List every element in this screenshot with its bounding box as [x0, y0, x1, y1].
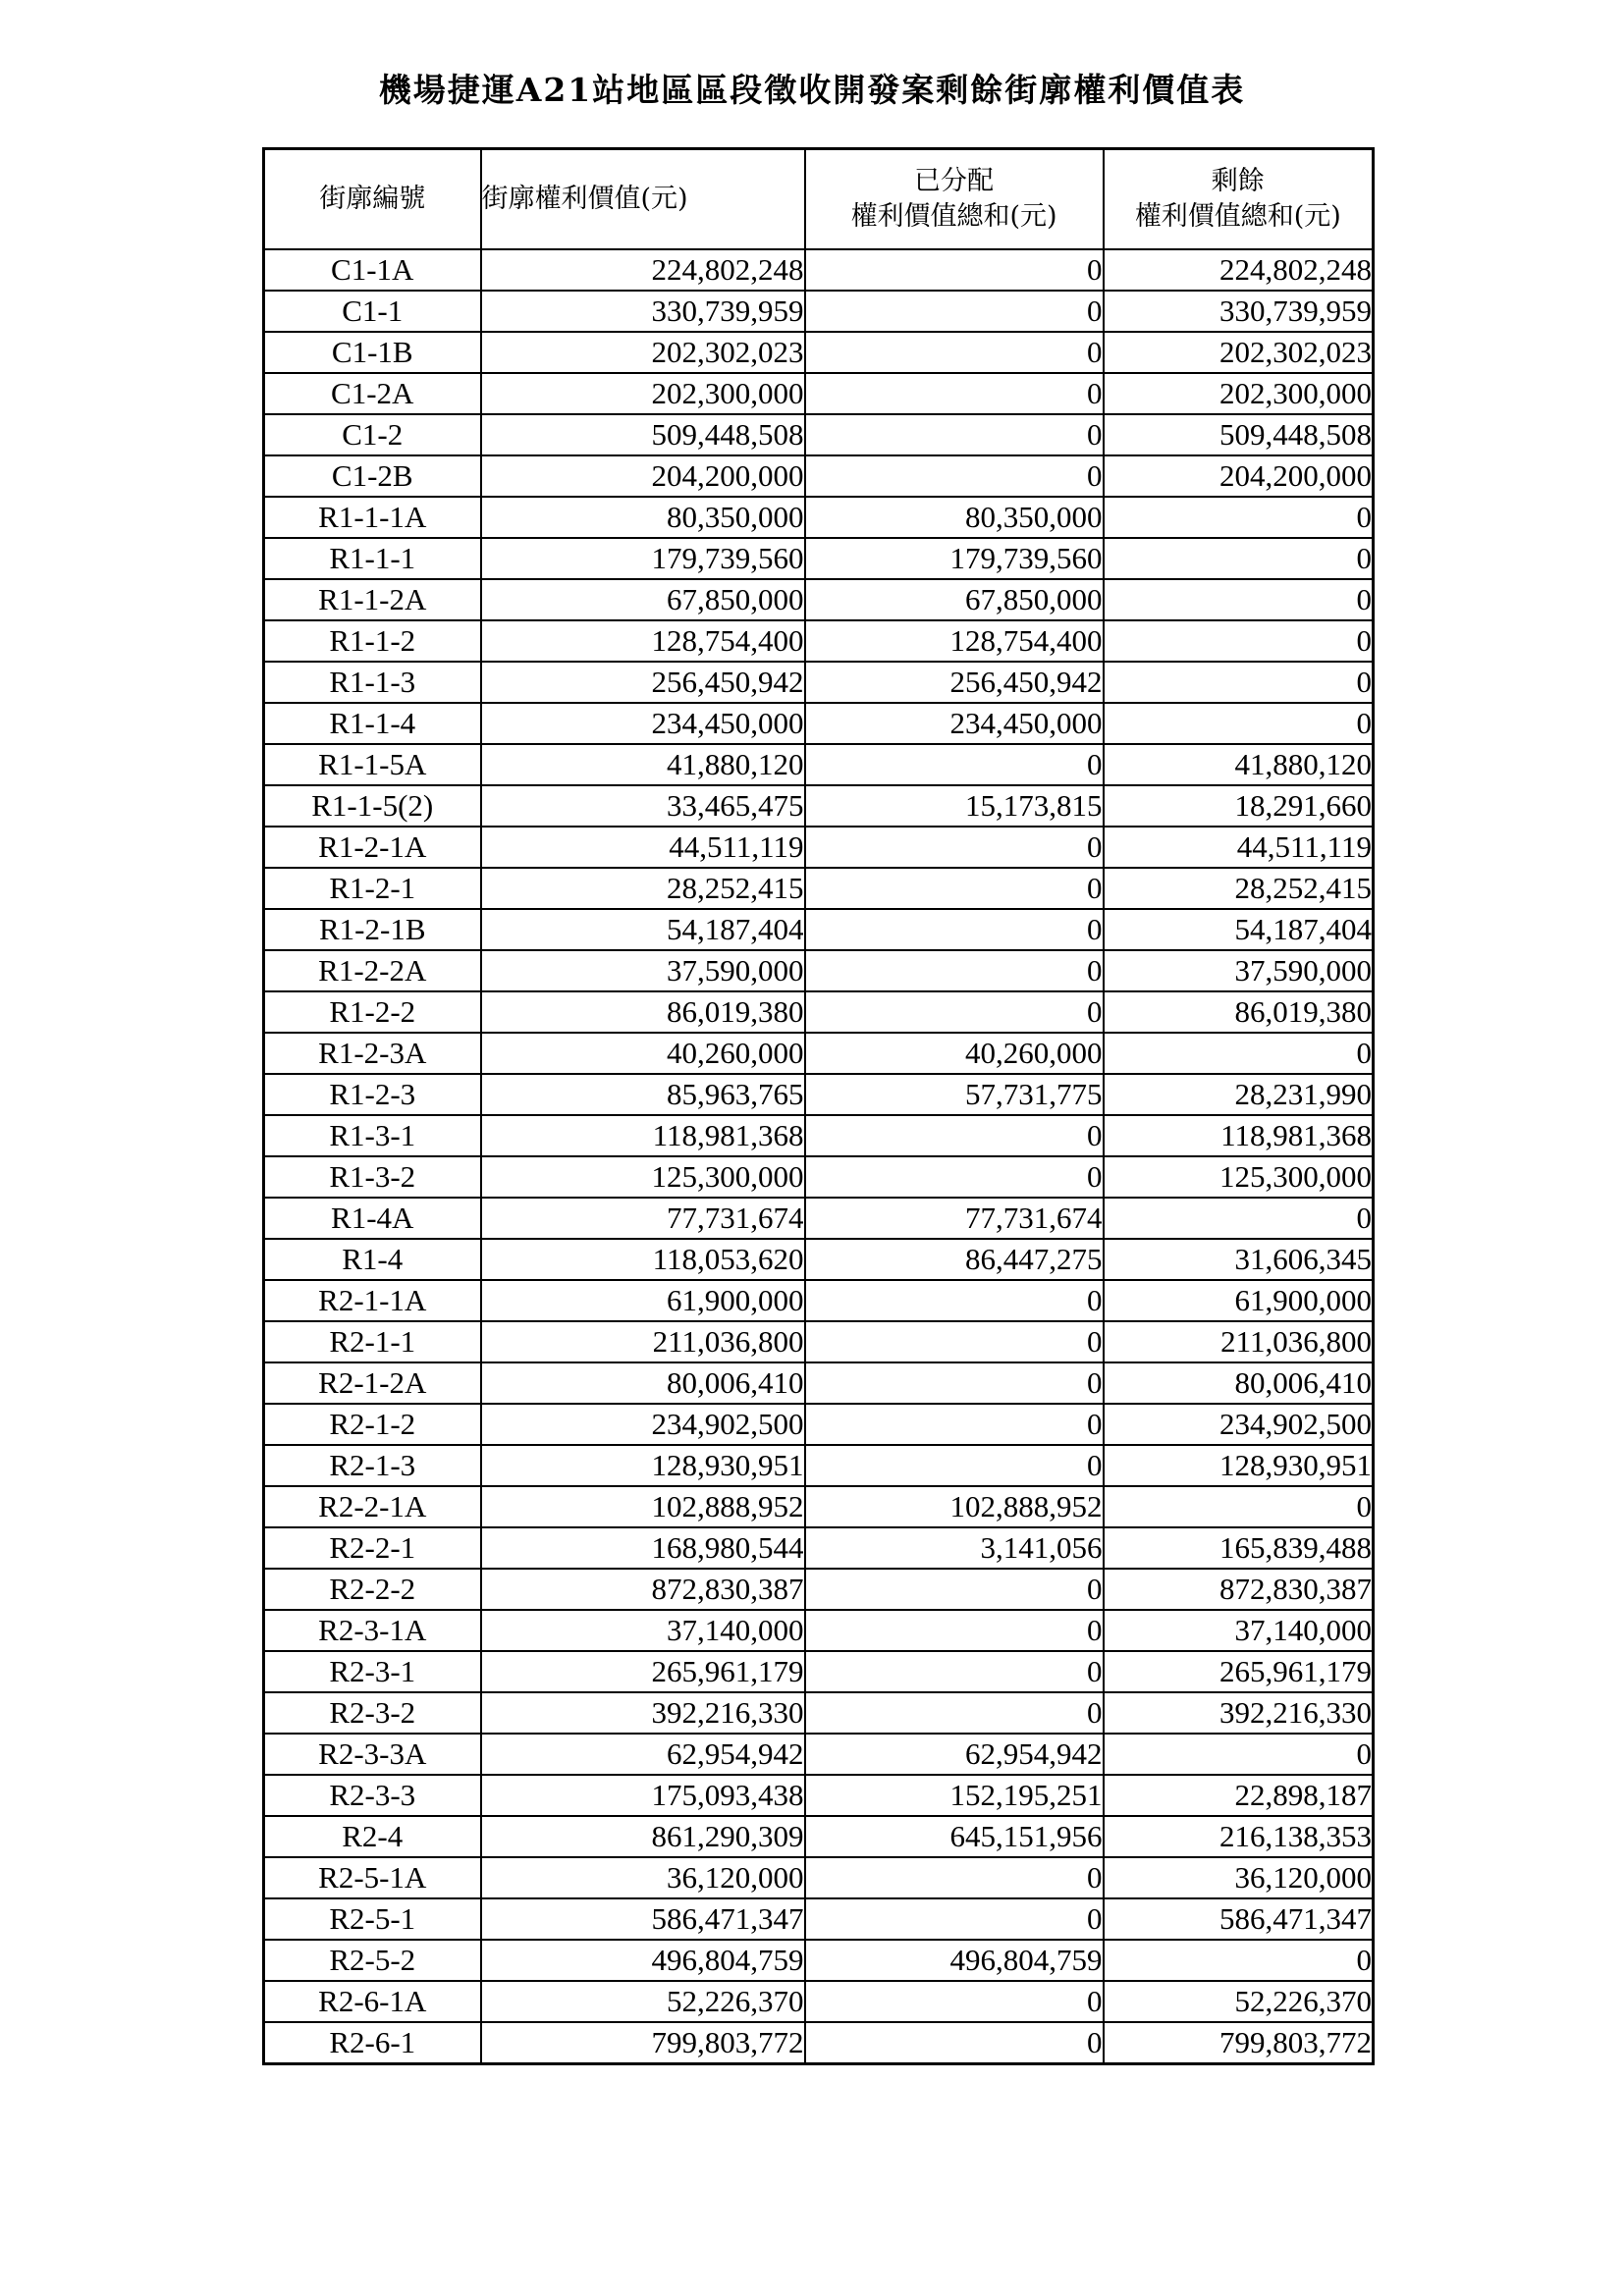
cell-remaining-value: 330,739,959: [1104, 291, 1374, 332]
table-row: [264, 497, 1374, 538]
cell-block-id: C1-1B: [264, 332, 481, 373]
cell-block-value: 67,850,000: [481, 579, 805, 620]
table-row: [264, 1816, 1374, 1857]
cell-block-id: R2-6-1A: [264, 1981, 481, 2022]
cell-remaining-value: 165,839,488: [1104, 1527, 1374, 1569]
cell-block-id: C1-1: [264, 291, 481, 332]
cell-block-value: 37,590,000: [481, 950, 805, 991]
cell-block-id: R1-2-3: [264, 1074, 481, 1115]
cell-block-value: 872,830,387: [481, 1569, 805, 1610]
cell-block-id: R1-4A: [264, 1198, 481, 1239]
table-row: [264, 1610, 1374, 1651]
cell-allocated-value: 645,151,956: [805, 1816, 1104, 1857]
cell-allocated-value: 0: [805, 2022, 1104, 2064]
table-row: [264, 744, 1374, 785]
cell-remaining-value: 61,900,000: [1104, 1280, 1374, 1321]
cell-remaining-value: 0: [1104, 1486, 1374, 1527]
cell-allocated-value: 128,754,400: [805, 620, 1104, 662]
cell-block-value: 86,019,380: [481, 991, 805, 1033]
cell-allocated-value: 0: [805, 1115, 1104, 1156]
cell-block-value: 179,739,560: [481, 538, 805, 579]
cell-block-value: 265,961,179: [481, 1651, 805, 1692]
cell-allocated-value: 234,450,000: [805, 703, 1104, 744]
cell-allocated-value: 77,731,674: [805, 1198, 1104, 1239]
cell-block-id: R2-2-2: [264, 1569, 481, 1610]
block-value-table: [262, 147, 1375, 2065]
table-row: [264, 538, 1374, 579]
cell-block-id: R2-6-1: [264, 2022, 481, 2064]
cell-block-id: R2-3-1: [264, 1651, 481, 1692]
cell-block-value: 62,954,942: [481, 1734, 805, 1775]
cell-block-value: 61,900,000: [481, 1280, 805, 1321]
cell-block-id: R1-2-2: [264, 991, 481, 1033]
cell-remaining-value: 216,138,353: [1104, 1816, 1374, 1857]
cell-remaining-value: 41,880,120: [1104, 744, 1374, 785]
cell-block-value: 224,802,248: [481, 249, 805, 291]
header-remaining-line1: 剩餘: [1211, 166, 1265, 196]
table-row: [264, 1486, 1374, 1527]
cell-block-value: 36,120,000: [481, 1857, 805, 1898]
cell-block-value: 202,302,023: [481, 332, 805, 373]
cell-allocated-value: 0: [805, 950, 1104, 991]
cell-remaining-value: 37,590,000: [1104, 950, 1374, 991]
cell-block-value: 54,187,404: [481, 909, 805, 950]
cell-remaining-value: 0: [1104, 703, 1374, 744]
cell-remaining-value: 799,803,772: [1104, 2022, 1374, 2064]
cell-allocated-value: 0: [805, 1445, 1104, 1486]
cell-block-value: 392,216,330: [481, 1692, 805, 1734]
header-remaining-line2: 權利價值總和(元): [1134, 201, 1341, 232]
cell-allocated-value: 62,954,942: [805, 1734, 1104, 1775]
table-row: [264, 909, 1374, 950]
table-row: [264, 1898, 1374, 1940]
cell-block-value: 37,140,000: [481, 1610, 805, 1651]
table-row: [264, 1692, 1374, 1734]
cell-remaining-value: 0: [1104, 538, 1374, 579]
table-row: [264, 455, 1374, 497]
cell-remaining-value: 22,898,187: [1104, 1775, 1374, 1816]
cell-block-id: R1-1-1: [264, 538, 481, 579]
cell-block-id: R2-1-2: [264, 1404, 481, 1445]
cell-allocated-value: 496,804,759: [805, 1940, 1104, 1981]
cell-remaining-value: 52,226,370: [1104, 1981, 1374, 2022]
cell-block-value: 586,471,347: [481, 1898, 805, 1940]
cell-block-value: 85,963,765: [481, 1074, 805, 1115]
cell-block-id: R2-5-1: [264, 1898, 481, 1940]
cell-allocated-value: 0: [805, 332, 1104, 373]
header-allocated-line1: 已分配: [914, 166, 994, 196]
cell-block-value: 41,880,120: [481, 744, 805, 785]
table-row: [264, 332, 1374, 373]
cell-block-value: 256,450,942: [481, 662, 805, 703]
header-remaining-value: [1104, 149, 1374, 250]
cell-block-id: C1-2B: [264, 455, 481, 497]
table-row: [264, 1362, 1374, 1404]
cell-block-id: R1-2-1: [264, 868, 481, 909]
cell-remaining-value: 0: [1104, 662, 1374, 703]
table-row: [264, 291, 1374, 332]
cell-block-id: R1-1-2: [264, 620, 481, 662]
cell-remaining-value: 28,231,990: [1104, 1074, 1374, 1115]
cell-allocated-value: 0: [805, 373, 1104, 414]
cell-remaining-value: 202,302,023: [1104, 332, 1374, 373]
cell-block-value: 77,731,674: [481, 1198, 805, 1239]
cell-allocated-value: 152,195,251: [805, 1775, 1104, 1816]
cell-block-value: 175,093,438: [481, 1775, 805, 1816]
cell-block-id: R1-1-2A: [264, 579, 481, 620]
table-body: [264, 249, 1374, 2064]
table-row: [264, 1198, 1374, 1239]
cell-remaining-value: 128,930,951: [1104, 1445, 1374, 1486]
cell-allocated-value: 0: [805, 744, 1104, 785]
cell-remaining-value: 0: [1104, 497, 1374, 538]
cell-block-value: 799,803,772: [481, 2022, 805, 2064]
cell-remaining-value: 872,830,387: [1104, 1569, 1374, 1610]
cell-allocated-value: 0: [805, 1898, 1104, 1940]
cell-allocated-value: 0: [805, 291, 1104, 332]
cell-block-value: 496,804,759: [481, 1940, 805, 1981]
table-row: [264, 1775, 1374, 1816]
cell-remaining-value: 204,200,000: [1104, 455, 1374, 497]
cell-block-id: C1-2A: [264, 373, 481, 414]
table-row: [264, 1239, 1374, 1280]
cell-remaining-value: 586,471,347: [1104, 1898, 1374, 1940]
cell-block-id: R2-3-3: [264, 1775, 481, 1816]
cell-allocated-value: 0: [805, 868, 1104, 909]
cell-remaining-value: 0: [1104, 1940, 1374, 1981]
cell-block-id: R2-4: [264, 1816, 481, 1857]
cell-remaining-value: 0: [1104, 620, 1374, 662]
cell-allocated-value: 0: [805, 1280, 1104, 1321]
cell-allocated-value: 102,888,952: [805, 1486, 1104, 1527]
table-row: [264, 414, 1374, 455]
table-row: [264, 1280, 1374, 1321]
cell-remaining-value: 80,006,410: [1104, 1362, 1374, 1404]
cell-block-value: 509,448,508: [481, 414, 805, 455]
cell-block-value: 234,902,500: [481, 1404, 805, 1445]
cell-block-value: 33,465,475: [481, 785, 805, 827]
cell-allocated-value: 0: [805, 1362, 1104, 1404]
cell-block-id: R2-5-2: [264, 1940, 481, 1981]
header-row: [264, 149, 1374, 250]
cell-allocated-value: 0: [805, 827, 1104, 868]
cell-remaining-value: 86,019,380: [1104, 991, 1374, 1033]
cell-remaining-value: 224,802,248: [1104, 249, 1374, 291]
cell-block-id: R1-2-1A: [264, 827, 481, 868]
cell-block-id: R2-1-1A: [264, 1280, 481, 1321]
cell-allocated-value: 0: [805, 1692, 1104, 1734]
cell-remaining-value: 0: [1104, 1033, 1374, 1074]
cell-allocated-value: 0: [805, 1156, 1104, 1198]
cell-block-value: 204,200,000: [481, 455, 805, 497]
table-row: [264, 2022, 1374, 2064]
cell-block-value: 28,252,415: [481, 868, 805, 909]
cell-block-id: R1-1-1A: [264, 497, 481, 538]
cell-block-id: R2-2-1: [264, 1527, 481, 1569]
header-block-id: 街廓編號: [264, 149, 481, 250]
table-row: [264, 249, 1374, 291]
cell-allocated-value: 40,260,000: [805, 1033, 1104, 1074]
cell-allocated-value: 0: [805, 1569, 1104, 1610]
cell-remaining-value: 0: [1104, 579, 1374, 620]
cell-remaining-value: 211,036,800: [1104, 1321, 1374, 1362]
cell-block-value: 44,511,119: [481, 827, 805, 868]
cell-block-value: 128,930,951: [481, 1445, 805, 1486]
cell-allocated-value: 256,450,942: [805, 662, 1104, 703]
table-row: [264, 1445, 1374, 1486]
cell-allocated-value: 0: [805, 1651, 1104, 1692]
cell-remaining-value: 28,252,415: [1104, 868, 1374, 909]
cell-remaining-value: 31,606,345: [1104, 1239, 1374, 1280]
cell-block-id: R1-1-4: [264, 703, 481, 744]
cell-block-id: R1-2-3A: [264, 1033, 481, 1074]
cell-remaining-value: 265,961,179: [1104, 1651, 1374, 1692]
page-title: 機場捷運A21站地區區段徵收開發案剩餘街廓權利價值表: [378, 71, 1246, 109]
cell-block-id: R2-1-3: [264, 1445, 481, 1486]
cell-block-id: R1-2-1B: [264, 909, 481, 950]
cell-allocated-value: 80,350,000: [805, 497, 1104, 538]
cell-block-id: R2-3-1A: [264, 1610, 481, 1651]
header-allocated-value: [805, 149, 1104, 250]
cell-remaining-value: 44,511,119: [1104, 827, 1374, 868]
cell-allocated-value: 0: [805, 414, 1104, 455]
cell-remaining-value: 234,902,500: [1104, 1404, 1374, 1445]
cell-remaining-value: 125,300,000: [1104, 1156, 1374, 1198]
table-row: [264, 1115, 1374, 1156]
table-row: [264, 373, 1374, 414]
cell-remaining-value: 202,300,000: [1104, 373, 1374, 414]
cell-allocated-value: 0: [805, 249, 1104, 291]
cell-remaining-value: 118,981,368: [1104, 1115, 1374, 1156]
cell-block-value: 40,260,000: [481, 1033, 805, 1074]
cell-block-value: 202,300,000: [481, 373, 805, 414]
cell-block-id: R2-5-1A: [264, 1857, 481, 1898]
cell-allocated-value: 0: [805, 1857, 1104, 1898]
cell-block-value: 128,754,400: [481, 620, 805, 662]
table-row: [264, 620, 1374, 662]
table-header: [264, 149, 1374, 250]
cell-allocated-value: 0: [805, 1321, 1104, 1362]
cell-remaining-value: 18,291,660: [1104, 785, 1374, 827]
cell-allocated-value: 0: [805, 1610, 1104, 1651]
cell-allocated-value: 86,447,275: [805, 1239, 1104, 1280]
cell-block-id: R2-3-3A: [264, 1734, 481, 1775]
cell-block-id: R1-2-2A: [264, 950, 481, 991]
cell-remaining-value: 0: [1104, 1198, 1374, 1239]
cell-block-id: R2-1-2A: [264, 1362, 481, 1404]
cell-allocated-value: 0: [805, 991, 1104, 1033]
cell-allocated-value: 0: [805, 1404, 1104, 1445]
cell-block-id: R1-1-5A: [264, 744, 481, 785]
cell-remaining-value: 37,140,000: [1104, 1610, 1374, 1651]
cell-block-value: 118,053,620: [481, 1239, 805, 1280]
cell-block-value: 330,739,959: [481, 291, 805, 332]
cell-block-value: 211,036,800: [481, 1321, 805, 1362]
cell-block-id: R2-3-2: [264, 1692, 481, 1734]
table-row: [264, 1404, 1374, 1445]
cell-block-value: 118,981,368: [481, 1115, 805, 1156]
cell-block-value: 52,226,370: [481, 1981, 805, 2022]
cell-allocated-value: 57,731,775: [805, 1074, 1104, 1115]
table-row: [264, 1734, 1374, 1775]
cell-allocated-value: 179,739,560: [805, 538, 1104, 579]
cell-block-id: R1-1-3: [264, 662, 481, 703]
table-row: [264, 1033, 1374, 1074]
cell-allocated-value: 15,173,815: [805, 785, 1104, 827]
table-row: [264, 785, 1374, 827]
cell-allocated-value: 0: [805, 1981, 1104, 2022]
cell-block-value: 80,006,410: [481, 1362, 805, 1404]
cell-block-value: 80,350,000: [481, 497, 805, 538]
cell-block-value: 102,888,952: [481, 1486, 805, 1527]
table-row: [264, 703, 1374, 744]
cell-block-value: 168,980,544: [481, 1527, 805, 1569]
table-row: [264, 579, 1374, 620]
table-row: [264, 1981, 1374, 2022]
cell-remaining-value: 36,120,000: [1104, 1857, 1374, 1898]
table-row: [264, 1857, 1374, 1898]
table-row: [264, 1940, 1374, 1981]
table-row: [264, 1651, 1374, 1692]
table-row: [264, 662, 1374, 703]
cell-remaining-value: 509,448,508: [1104, 414, 1374, 455]
table-row: [264, 1569, 1374, 1610]
cell-allocated-value: 0: [805, 909, 1104, 950]
cell-block-id: R2-1-1: [264, 1321, 481, 1362]
cell-block-id: C1-2: [264, 414, 481, 455]
cell-block-value: 125,300,000: [481, 1156, 805, 1198]
cell-block-id: R1-4: [264, 1239, 481, 1280]
cell-remaining-value: 54,187,404: [1104, 909, 1374, 950]
table-row: [264, 1156, 1374, 1198]
table-row: [264, 1321, 1374, 1362]
table-row: [264, 950, 1374, 991]
cell-block-value: 234,450,000: [481, 703, 805, 744]
table-row: [264, 1527, 1374, 1569]
cell-allocated-value: 3,141,056: [805, 1527, 1104, 1569]
table-row: [264, 1074, 1374, 1115]
cell-block-id: R1-3-1: [264, 1115, 481, 1156]
header-allocated-line2: 權利價值總和(元): [850, 201, 1057, 232]
cell-block-id: R1-1-5(2): [264, 785, 481, 827]
cell-block-value: 861,290,309: [481, 1816, 805, 1857]
cell-remaining-value: 392,216,330: [1104, 1692, 1374, 1734]
cell-allocated-value: 67,850,000: [805, 579, 1104, 620]
cell-remaining-value: 0: [1104, 1734, 1374, 1775]
table-row: [264, 827, 1374, 868]
table-row: [264, 868, 1374, 909]
cell-block-id: R2-2-1A: [264, 1486, 481, 1527]
table-row: [264, 991, 1374, 1033]
cell-allocated-value: 0: [805, 455, 1104, 497]
header-block-value: 街廓權利價值(元): [481, 149, 805, 250]
cell-block-id: R1-3-2: [264, 1156, 481, 1198]
cell-block-id: C1-1A: [264, 249, 481, 291]
